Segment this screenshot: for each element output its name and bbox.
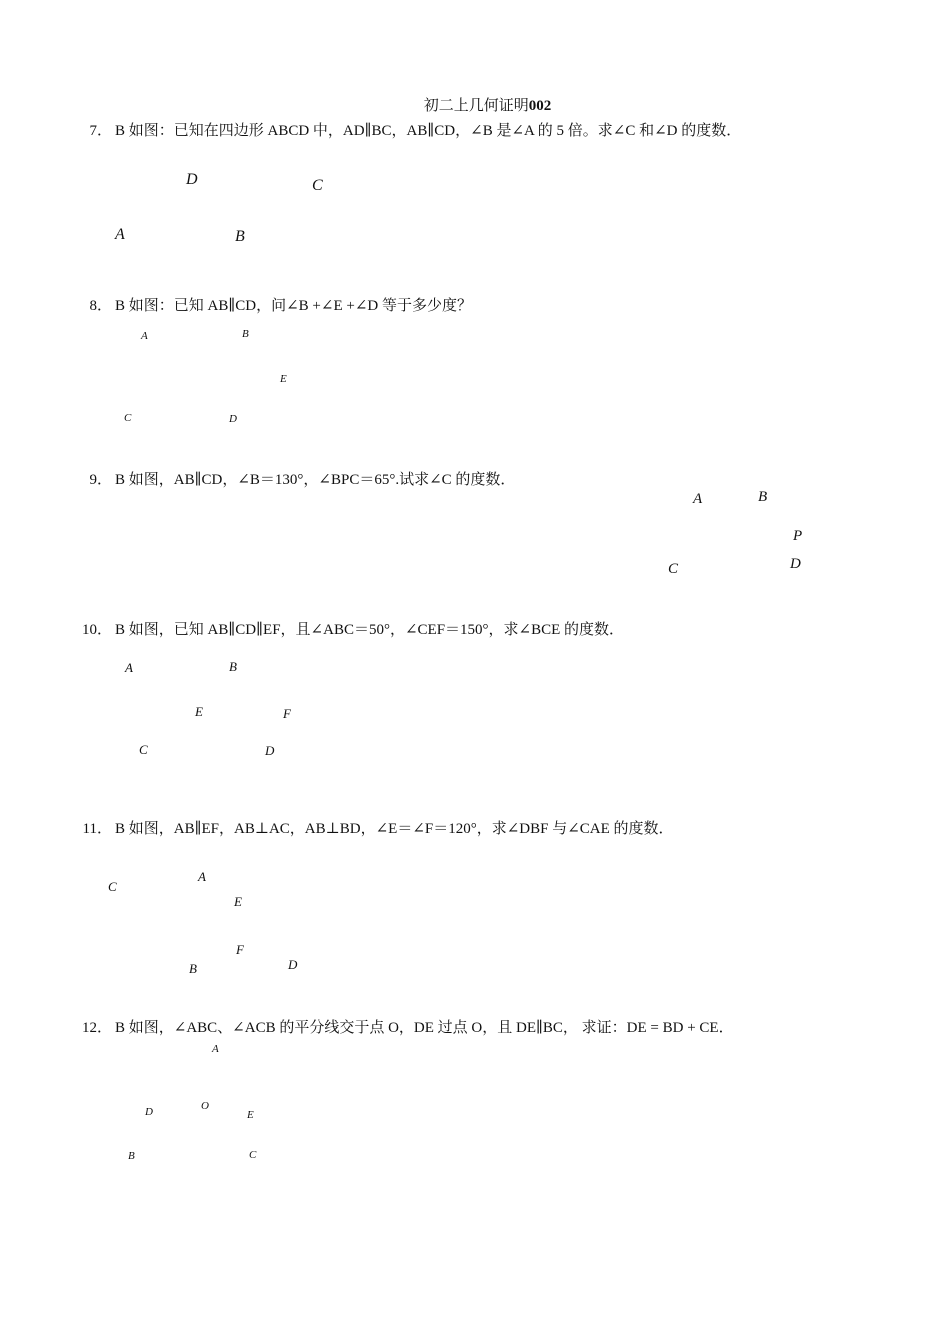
question-number: 7．: [89, 123, 112, 139]
q8-label-D: D: [229, 413, 237, 425]
q8-label-C: C: [124, 412, 132, 424]
page-title: [0, 94, 950, 115]
q7-label-C: C: [312, 177, 323, 194]
q8-label-E: E: [280, 373, 287, 385]
q9-label-A: A: [693, 491, 703, 507]
q11-label-D: D: [288, 957, 298, 972]
question-7: [0, 119, 741, 140]
q10-label-A: A: [125, 660, 133, 675]
q9-label-D: D: [790, 556, 801, 572]
q11-label-A: A: [198, 869, 206, 884]
q7-label-B: B: [235, 228, 245, 245]
question-number: 10．: [81, 622, 112, 638]
q10-label-C: C: [139, 742, 148, 757]
q12-label-C: C: [249, 1149, 257, 1161]
q9-label-P: P: [793, 528, 803, 544]
question-text: B 如图，AB∥CD，∠B＝130°，∠BPC＝65°.试求∠C 的度数．: [115, 472, 516, 488]
question-12: [0, 1016, 734, 1037]
title-number: 002: [528, 98, 552, 114]
q9-label-C: C: [668, 561, 679, 577]
q11-label-C: C: [108, 879, 117, 894]
question-text: B 如图，已知 AB∥CD∥EF，且∠ABC＝50°，∠CEF＝150°，求∠BCE 的度数．: [115, 622, 625, 638]
q11-label-E: E: [234, 894, 242, 909]
question-text: B 如图：已知在四边形 ABCD 中，AD∥BC，AB∥CD，∠B 是∠A 的 5 倍。求∠C 和∠D 的度数．: [115, 123, 742, 139]
q8-label-A: A: [141, 330, 148, 342]
question-number: 9．: [89, 472, 112, 488]
question-number: 12．: [81, 1020, 112, 1036]
question-text: B 如图，AB∥EF，AB⊥AC，AB⊥BD，∠E＝∠F＝120°，求∠DBF 与∠CAE 的度数．: [115, 821, 674, 837]
q7-label-D: D: [186, 171, 198, 188]
q10-label-F: F: [283, 706, 291, 721]
q12-label-A: A: [212, 1043, 219, 1055]
question-number: 11．: [82, 821, 112, 837]
question-text: B 如图：已知 AB∥CD，问∠B +∠E +∠D 等于多少度？: [115, 298, 472, 314]
q10-label-B: B: [229, 659, 237, 674]
title-text: 初二上几何证明: [423, 98, 529, 114]
q7-label-A: A: [115, 226, 125, 243]
question-8: [0, 294, 472, 315]
q11-label-F: F: [236, 942, 244, 957]
q8-label-B: B: [242, 328, 249, 340]
question-11: [0, 817, 674, 838]
q10-label-E: E: [195, 704, 203, 719]
question-text: B 如图，∠ABC、∠ACB 的平分线交于点 O，DE 过点 O，且 DE∥BC， 求证：DE = BD + CE．: [115, 1020, 734, 1036]
q11-label-B: B: [189, 961, 197, 976]
q12-label-O: O: [201, 1100, 209, 1112]
q12-label-D: D: [145, 1106, 153, 1118]
q9-label-B: B: [758, 489, 768, 505]
question-9: [0, 468, 515, 489]
q12-label-E: E: [247, 1109, 254, 1121]
question-10: [0, 618, 624, 639]
question-number: 8．: [89, 298, 112, 314]
q12-label-B: B: [128, 1150, 135, 1162]
q10-label-D: D: [265, 743, 275, 758]
